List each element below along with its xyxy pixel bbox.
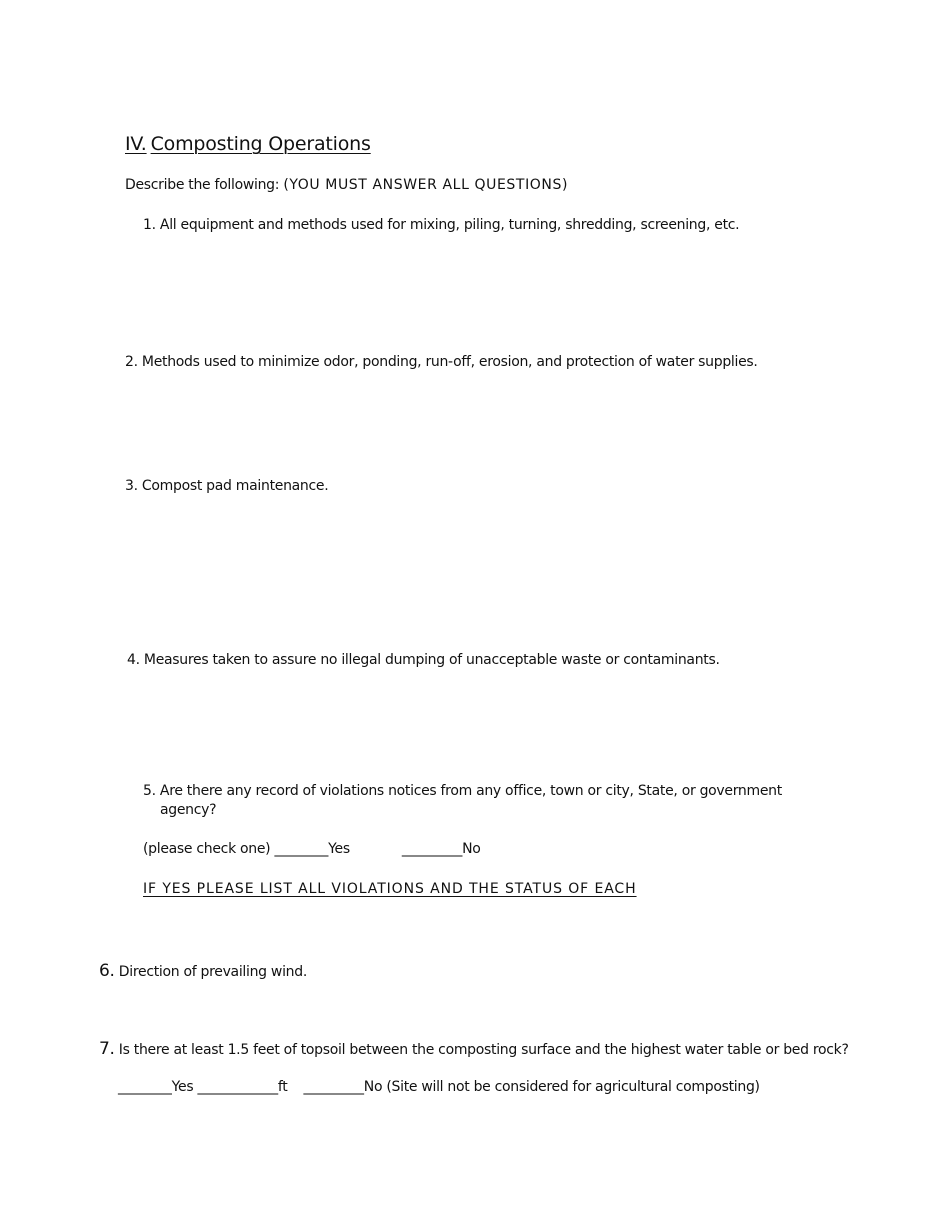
question-5: [143, 782, 782, 800]
question-2: [125, 353, 758, 371]
violations-instruction: IF YES PLEASE LIST ALL VIOLATIONS AND THE STATUS OF EACH: [143, 881, 637, 897]
yes-blank[interactable]: ________: [118, 1079, 172, 1095]
instruction-prefix: Describe the following:: [125, 177, 284, 193]
question-text: All equipment and methods used for mixing, piling, turning, shredding, screening, etc.: [159, 217, 740, 233]
section-instruction: [125, 176, 568, 194]
yes-label: Yes: [171, 1079, 198, 1095]
question-number: 6.: [99, 961, 115, 981]
check-prompt: (please check one): [143, 841, 275, 857]
question-text: Direction of prevailing wind.: [118, 964, 307, 980]
question-number: 4.: [127, 652, 140, 668]
question-number: 3.: [125, 478, 138, 494]
question-text: Compost pad maintenance.: [141, 478, 329, 494]
yes-blank[interactable]: ________: [274, 841, 329, 857]
yes-label: Yes: [328, 841, 350, 857]
question-text: Measures taken to assure no illegal dumping of unacceptable waste or contaminants.: [143, 652, 720, 668]
question-1: [143, 216, 739, 234]
question-7-answer-row: [118, 1078, 760, 1096]
question-text-line1: Are there any record of violations notices from any office, town or city, State, or government: [159, 783, 782, 799]
question-6: [99, 962, 307, 981]
section-title: Composting Operations: [150, 133, 371, 155]
question-number: 2.: [125, 354, 138, 370]
no-blank[interactable]: _________: [401, 841, 463, 857]
question-text: Is there at least 1.5 feet of topsoil between the composting surface and the highest water table or bed rock?: [118, 1042, 849, 1058]
question-5-check-row: [143, 840, 481, 858]
no-label: No: [462, 841, 481, 857]
question-3: [125, 477, 328, 495]
ft-label: ft: [277, 1079, 288, 1095]
question-4: [127, 651, 720, 669]
section-roman-numeral: IV.: [125, 133, 147, 155]
question-5-continuation: agency?: [160, 802, 217, 818]
no-blank[interactable]: _________: [303, 1079, 364, 1095]
ft-blank[interactable]: ____________: [197, 1079, 278, 1095]
question-7: [99, 1040, 849, 1059]
section-heading: [125, 132, 371, 156]
question-number: 7.: [99, 1039, 115, 1059]
question-number: 5.: [143, 783, 156, 799]
question-text: Methods used to minimize odor, ponding, run-off, erosion, and protection of water supplies.: [141, 354, 758, 370]
no-label: No (Site will not be considered for agricultural composting): [363, 1079, 760, 1095]
question-number: 1.: [143, 217, 156, 233]
instruction-caps: (YOU MUST ANSWER ALL QUESTIONS): [283, 177, 569, 193]
